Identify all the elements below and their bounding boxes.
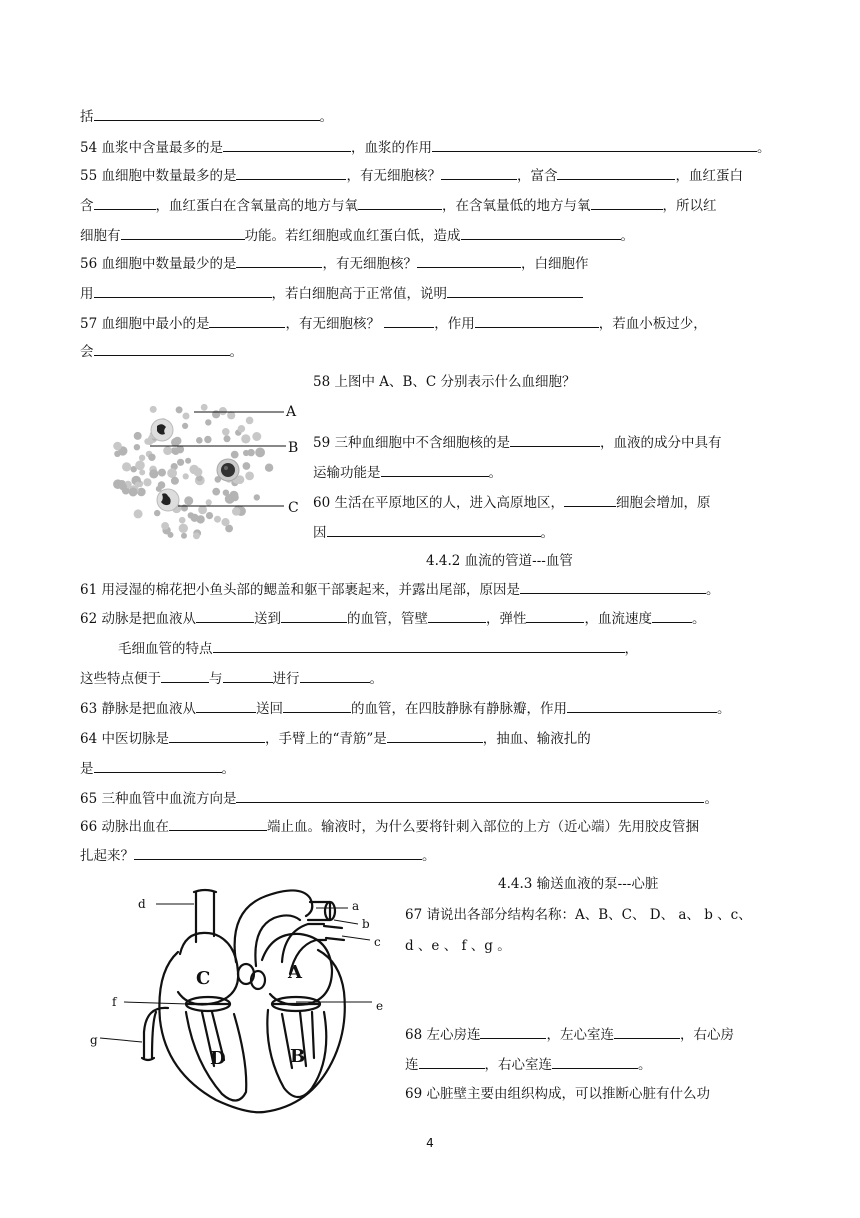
red-blood-cell <box>204 436 211 443</box>
white-blood-cell-c <box>157 489 179 511</box>
red-blood-cell <box>150 406 157 413</box>
heart-diagram <box>86 862 398 1126</box>
red-blood-cell <box>198 506 207 515</box>
answer-blank[interactable] <box>327 522 541 537</box>
red-blood-cell <box>113 442 122 451</box>
red-blood-cell <box>171 438 180 447</box>
red-blood-cell <box>119 483 127 491</box>
q63-line: 63 静脉是把血液从 送回 的血管，在四肢静脉有静脉瓣，作用 。 <box>80 698 730 719</box>
red-blood-cell <box>265 464 273 472</box>
q55-line-3: 细胞有 功能。若红细胞或血红蛋白低，造成 。 <box>80 225 634 246</box>
red-blood-cell <box>135 461 145 471</box>
answer-blank[interactable] <box>564 492 616 507</box>
red-blood-cell <box>114 451 120 457</box>
label-a: A <box>286 404 297 420</box>
answer-blank[interactable] <box>283 698 351 713</box>
red-blood-cell <box>154 510 160 516</box>
answer-blank[interactable] <box>475 313 599 328</box>
q57-line-2: 会 。 <box>80 341 243 362</box>
leader-line-b <box>334 920 358 924</box>
red-blood-cell <box>134 432 142 440</box>
answer-blank[interactable] <box>567 698 717 713</box>
section-heading-4-4-3: 4.4.3 输送血液的泵---心脏 <box>498 876 659 892</box>
red-blood-cell <box>206 499 212 505</box>
red-blood-cell <box>232 507 240 515</box>
red-blood-cell <box>171 477 179 485</box>
heart-label-e: e <box>376 999 384 1013</box>
answer-blank[interactable] <box>419 1054 485 1069</box>
red-blood-cell <box>135 482 141 488</box>
red-blood-cell <box>201 404 208 411</box>
red-blood-cell <box>196 515 204 523</box>
leader-line-f <box>124 1002 188 1004</box>
q60-line-1: 60 生活在平原地区的人，进入高原地区， 细胞会增加，原 <box>313 492 710 513</box>
red-blood-cell <box>231 451 239 459</box>
red-blood-cell <box>252 432 261 441</box>
q58-line: 58 上图中 A、B、C 分别表示什么血细胞？ <box>313 374 576 390</box>
red-blood-cell <box>144 438 150 444</box>
answer-blank[interactable] <box>94 106 320 121</box>
answer-blank[interactable] <box>94 195 156 210</box>
q54-line: 54 血浆中含量最多的是 ，血浆的作用 。 <box>80 137 770 158</box>
answer-blank[interactable] <box>94 341 230 356</box>
label-c: C <box>288 500 299 516</box>
answer-blank[interactable] <box>432 137 757 152</box>
blood-cells-figure <box>108 384 308 550</box>
red-blood-cell <box>188 512 194 518</box>
red-blood-cell <box>183 473 189 479</box>
answer-blank[interactable] <box>94 283 272 298</box>
red-blood-cell <box>139 469 145 475</box>
answer-blank[interactable] <box>387 728 483 743</box>
q60-line-2: 因 。 <box>313 522 554 543</box>
heart-label-D: D <box>210 1048 226 1069</box>
heart-label-g: g <box>90 1033 98 1047</box>
red-blood-cell <box>212 410 220 418</box>
q56-line-1: 56 血细胞中数量最少的是 ，有无细胞核？ ，白细胞作 <box>80 253 588 274</box>
red-blood-cell <box>224 435 231 442</box>
q53-line: 括 。 <box>80 106 333 127</box>
red-blood-cell <box>229 491 238 500</box>
red-blood-cell <box>246 417 254 425</box>
red-blood-cell <box>206 512 213 519</box>
answer-blank[interactable] <box>428 608 486 623</box>
q67-line-2: d 、e 、 f 、g 。 <box>405 938 511 954</box>
red-blood-cell <box>221 518 229 526</box>
red-blood-cell <box>139 455 145 461</box>
q65-line: 65 三种血管中血流方向是 。 <box>80 788 718 809</box>
answer-blank[interactable] <box>121 225 245 240</box>
q62-line-3: 这些特点便于 与 进行 。 <box>80 668 383 689</box>
answer-blank[interactable] <box>520 579 706 594</box>
red-blood-cell <box>158 469 166 477</box>
answer-blank[interactable] <box>223 668 273 683</box>
red-blood-cell <box>247 449 254 456</box>
red-blood-cell <box>148 454 155 461</box>
answer-blank[interactable] <box>461 225 621 240</box>
label-b: B <box>288 440 299 456</box>
answer-blank[interactable] <box>209 313 285 328</box>
q68-line-1: 68 左心房连 ，左心室连 ，右心房 <box>405 1024 734 1045</box>
q66-line-2: 扎起来？ 。 <box>80 845 436 866</box>
q61-line: 61 用浸湿的棉花把小鱼头部的鳃盖和躯干部裹起来，并露出尾部，原因是 。 <box>80 579 719 600</box>
answer-blank[interactable] <box>134 845 422 860</box>
red-blood-cell <box>185 458 191 464</box>
answer-blank[interactable] <box>161 668 209 683</box>
red-blood-cell <box>245 472 254 481</box>
heart-label-f: f <box>112 995 117 1009</box>
red-blood-cell <box>254 494 260 500</box>
leader-line-g <box>100 1038 142 1042</box>
answer-blank[interactable] <box>223 137 351 152</box>
answer-blank[interactable] <box>169 728 265 743</box>
red-blood-cell <box>179 524 188 533</box>
answer-blank[interactable] <box>441 165 517 180</box>
answer-blank[interactable] <box>213 638 625 653</box>
answer-blank[interactable] <box>281 608 347 623</box>
red-blood-cell <box>255 448 265 458</box>
q67-line-1: 67 请说出各部分结构名称：A、B、C、 D、 a、 b 、c、 <box>405 907 752 923</box>
red-blood-cell <box>177 459 184 466</box>
red-blood-cell <box>205 419 211 425</box>
leader-line-c <box>342 936 370 940</box>
red-blood-cell <box>241 434 250 443</box>
answer-blank[interactable] <box>510 432 600 447</box>
answer-blank[interactable] <box>552 1054 638 1069</box>
heart-label-b: b <box>362 917 370 931</box>
answer-blank[interactable] <box>652 608 692 623</box>
answer-blank[interactable] <box>236 788 704 803</box>
heart-label-C: C <box>196 968 211 989</box>
red-blood-cell <box>134 444 140 450</box>
q57-line-1: 57 血细胞中最小的是 ，有无细胞核？ ，作用 ，若血小板过少， <box>80 313 707 334</box>
answer-blank[interactable] <box>196 698 256 713</box>
heart-label-d: d <box>138 897 146 911</box>
heart-label-a: a <box>352 899 360 913</box>
answer-blank[interactable] <box>196 608 254 623</box>
answer-blank[interactable] <box>300 668 370 683</box>
answer-blank[interactable] <box>236 253 322 268</box>
red-blood-cell <box>212 488 220 496</box>
q59-line-2: 运输功能是 。 <box>313 462 502 483</box>
red-blood-cells <box>113 404 273 539</box>
q59-line-1: 59 三种血细胞中不含细胞核的是 ，血液的成分中具有 <box>313 432 721 453</box>
red-blood-cell <box>222 428 230 436</box>
red-blood-cell <box>122 462 131 471</box>
q55-line-1: 55 血细胞中数量最多的是 ，有无细胞核？ ，富含 ，血红蛋白 <box>80 165 743 186</box>
red-blood-cell <box>193 468 202 477</box>
q56-line-2: 用 ，若白细胞高于正常值，说明 <box>80 283 583 304</box>
answer-blank[interactable] <box>614 1024 680 1039</box>
answer-blank[interactable] <box>480 1024 546 1039</box>
heart-label-c: c <box>374 935 381 949</box>
q55-line-2: 含 ，血红蛋白在含氧量高的地方与氧 ，在含氧量低的地方与氧 ，所以红 <box>80 195 717 216</box>
red-blood-cell <box>149 469 158 478</box>
answer-blank[interactable] <box>94 758 222 773</box>
q64-line-2: 是 。 <box>80 758 235 779</box>
red-blood-cell <box>143 478 151 486</box>
red-blood-cell <box>182 423 188 429</box>
red-blood-cell <box>183 413 190 420</box>
red-blood-cell <box>161 522 169 530</box>
answer-blank[interactable] <box>526 608 584 623</box>
red-blood-cell <box>129 488 138 497</box>
red-blood-cell <box>223 490 229 496</box>
q62-line-2: 毛细血管的特点 ， <box>118 638 638 659</box>
heart-label-B: B <box>290 1046 306 1067</box>
q68-line-2: 连 ，右心室连 。 <box>405 1054 652 1075</box>
q64-line-1: 64 中医切脉是 ，手臂上的“青筋”是 ，抽血、输液扎的 <box>80 728 591 749</box>
red-blood-cell <box>181 533 187 539</box>
red-blood-cell <box>176 406 183 413</box>
page-number: 4 <box>426 1136 434 1150</box>
red-blood-cell <box>167 468 177 478</box>
section-heading-4-4-2: 4.4.2 血流的管道---血管 <box>426 553 573 569</box>
red-blood-cell <box>184 496 193 505</box>
white-blood-cell-b <box>217 459 239 481</box>
red-blood-cell <box>193 532 200 539</box>
q66-line-1: 66 动脉出血在 端止血。输液时，为什么要将针刺入部位的上方（近心端）先用胶皮管捆 <box>80 816 699 837</box>
heart-label-A: A <box>288 962 302 983</box>
answer-blank[interactable] <box>381 462 489 477</box>
q62-line-1: 62 动脉是把血液从 送到 的血管，管壁 ，弹性 ，血流速度 。 <box>80 608 705 629</box>
answer-blank[interactable] <box>447 283 583 298</box>
q69-line: 69 心脏壁主要由组织构成，可以推断心脏有什么功 <box>405 1086 710 1102</box>
answer-blank[interactable] <box>236 165 346 180</box>
answer-blank[interactable] <box>591 195 663 210</box>
red-blood-cell <box>238 425 245 432</box>
white-blood-cell-a <box>151 419 173 441</box>
answer-blank[interactable] <box>417 253 521 268</box>
answer-blank[interactable] <box>169 816 267 831</box>
red-blood-cell <box>163 446 172 455</box>
red-blood-cell <box>196 437 203 444</box>
answer-blank[interactable] <box>384 313 434 328</box>
red-blood-cell <box>179 517 186 524</box>
red-blood-cell <box>134 509 143 518</box>
red-blood-cell <box>214 516 221 523</box>
red-blood-cell <box>168 532 174 538</box>
red-blood-cell <box>243 462 251 470</box>
answer-blank[interactable] <box>358 195 442 210</box>
answer-blank[interactable] <box>557 165 675 180</box>
red-blood-cell <box>181 504 188 511</box>
